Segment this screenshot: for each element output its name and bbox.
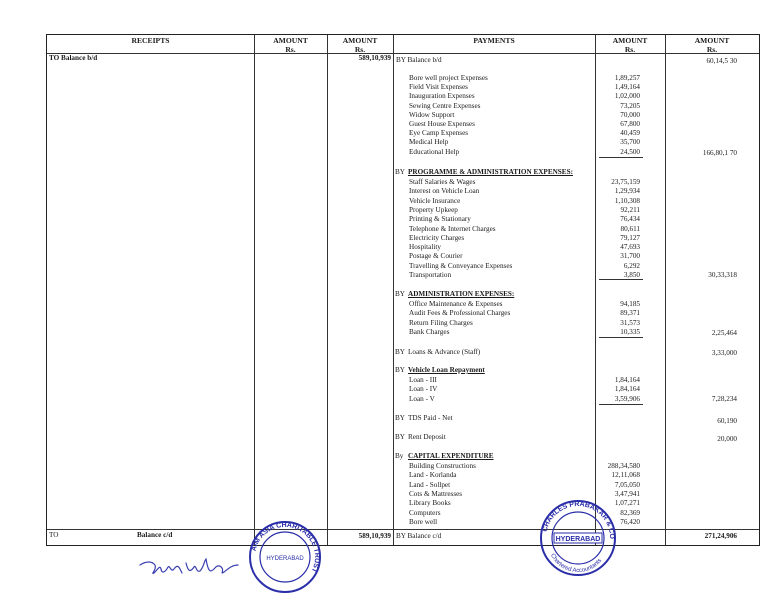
line-item-label: Audit Fees & Professional Charges — [409, 309, 511, 318]
line-item-amount: 3,850 — [623, 271, 640, 279]
line-item-amount: 70,000 — [620, 110, 640, 119]
payments-closing-total: 271,24,906 — [704, 532, 737, 540]
line-item-amount: 94,185 — [620, 300, 640, 308]
opening-balance-label: TO Balance b/d — [49, 54, 98, 62]
line-item-label: Loan - V — [409, 394, 435, 403]
line-item-amount: 76,420 — [620, 517, 640, 526]
line-item-amount: 3,47,941 — [614, 489, 640, 498]
line-item — [47, 234, 759, 243]
administration-expenses-total: 2,25,464 — [711, 329, 737, 337]
subtotal-rule — [599, 279, 643, 280]
line-item-label: Land - Sollpet — [409, 480, 451, 489]
amount-header-4: AMOUNT Rs. — [694, 36, 730, 54]
svg-text:Chartered Accountants: Chartered Accountants — [549, 552, 604, 575]
line-item-amount: 82,369 — [620, 508, 640, 517]
line-item-amount: 1,84,164 — [614, 385, 640, 394]
payments-header: PAYMENTS — [473, 36, 515, 45]
line-item — [47, 187, 759, 196]
line-item-amount: 40,459 — [620, 129, 640, 138]
line-item-amount: 23,75,159 — [611, 178, 640, 186]
svg-text:HYDERABAD: HYDERABAD — [266, 556, 304, 562]
tds-paid-total: 60,190 — [717, 417, 737, 425]
line-item-label: Medical Help — [409, 138, 449, 147]
opening-balance-amount: 589,10,939 — [358, 54, 391, 62]
line-item-amount: 1,49,164 — [614, 83, 640, 92]
line-item-label: Land - Korlanda — [409, 471, 457, 480]
line-item-label: Printing & Stationary — [409, 215, 471, 224]
line-item-amount: 31,573 — [620, 318, 640, 327]
line-item — [47, 328, 759, 337]
closing-to: TO — [49, 531, 59, 539]
line-item-label: Return Filing Charges — [409, 318, 473, 327]
line-item-amount: 1,07,271 — [614, 499, 640, 508]
line-item-label: Library Books — [409, 499, 451, 508]
payments-closing-label: BY Balance c/d — [396, 532, 442, 540]
line-item-label: Loan - IV — [409, 385, 438, 394]
line-item — [47, 243, 759, 252]
auditor-seal-stamp — [536, 496, 620, 580]
subtotal-rule — [599, 404, 643, 405]
svg-text:HYDERABAD: HYDERABAD — [555, 536, 601, 543]
line-item-label: Transportation — [409, 271, 452, 279]
line-item — [47, 206, 759, 215]
line-item — [47, 102, 759, 111]
rent-deposit-row: BY Rent Deposit — [395, 433, 446, 441]
loans-advance-total: 3,33,000 — [711, 349, 737, 357]
line-item-amount: 12,11,068 — [611, 471, 640, 480]
line-item — [47, 395, 759, 404]
line-item — [47, 215, 759, 224]
programme-section-heading: BY PROGRAMME & ADMINISTRATION EXPENSES: — [395, 168, 573, 176]
vehicle-loan-heading: BY Vehicle Loan Repayment — [395, 366, 485, 374]
line-item — [47, 74, 759, 83]
line-item — [47, 178, 759, 187]
line-item-amount: 7,05,050 — [614, 480, 640, 489]
footer-divider — [47, 529, 759, 530]
line-item-label: Computers — [409, 508, 441, 517]
subtotal-rule — [599, 337, 643, 338]
svg-text:AIM ASIA CHARITABLE TRUST: AIM ASIA CHARITABLE TRUST — [250, 521, 321, 574]
line-item — [47, 92, 759, 101]
line-item — [47, 252, 759, 261]
line-item — [47, 462, 759, 471]
line-item-label: Staff Salaries & Wages — [409, 178, 476, 186]
line-item-amount: 24,500 — [620, 147, 640, 156]
closing-balance-amount: 589,10,939 — [358, 532, 391, 540]
line-item-label: Interest on Vehicle Loan — [409, 187, 480, 196]
line-item-label: Travelling & Conveyance Expenses — [409, 261, 513, 270]
amount-header-3: AMOUNT Rs. — [612, 36, 648, 54]
payments-opening-label: BY Balance b/d — [396, 56, 442, 64]
loans-advance-row: BY Loans & Advance (Staff) — [395, 348, 481, 356]
line-item — [47, 129, 759, 138]
line-item-amount: 89,371 — [620, 309, 640, 318]
line-item-label: Office Maintenance & Expenses — [409, 300, 503, 308]
signature — [138, 547, 263, 587]
line-item-label: Field Visit Expenses — [409, 83, 468, 92]
line-item-label: Vehicle Insurance — [409, 196, 461, 205]
line-item — [47, 309, 759, 318]
programme-expenses-total: 30,33,318 — [708, 271, 737, 279]
svg-text:CHARLES PRABAKAR & CO: CHARLES PRABAKAR & CO — [541, 500, 616, 540]
line-item-amount: 288,34,580 — [607, 462, 640, 470]
closing-balance-label: Balance c/d — [137, 531, 173, 539]
line-item-label: Sewing Centre Expenses — [409, 101, 481, 110]
project-expenses-total: 166,80,1 70 — [702, 149, 737, 157]
line-item-label: Hospitality — [409, 243, 441, 252]
line-item-label: Cots & Mattresses — [409, 489, 463, 498]
line-item-amount: 92,211 — [620, 205, 640, 214]
line-item-label: Educational Help — [409, 147, 460, 156]
line-item-label: Bore well — [409, 517, 438, 526]
line-item — [47, 471, 759, 480]
line-item-label: Eye Camp Expenses — [409, 129, 469, 138]
line-item — [47, 138, 759, 147]
line-item — [47, 319, 759, 328]
line-item-amount: 80,611 — [620, 224, 640, 233]
administration-section-heading: BY ADMINISTRATION EXPENSES: — [395, 290, 515, 298]
line-item-amount: 76,434 — [620, 215, 640, 224]
line-item-label: Loan - III — [409, 376, 437, 384]
tds-paid-row: BY TDS Paid - Net — [395, 414, 453, 422]
line-item-amount: 73,205 — [620, 101, 640, 110]
line-item-amount: 1,29,934 — [614, 187, 640, 196]
line-item — [47, 271, 759, 280]
line-item — [47, 499, 759, 508]
line-item-amount: 6,292 — [623, 261, 640, 270]
line-item-label: Bore well project Expenses — [409, 74, 488, 82]
line-item-amount: 1,84,164 — [614, 376, 640, 384]
line-item-amount: 67,800 — [620, 120, 640, 128]
line-item-amount: 1,02,000 — [614, 92, 640, 101]
line-item — [47, 148, 759, 157]
line-item — [47, 509, 759, 518]
line-item — [47, 120, 759, 129]
line-item — [47, 300, 759, 309]
amount-header-2: AMOUNT Rs. — [342, 36, 378, 54]
line-item — [47, 197, 759, 206]
line-item — [47, 385, 759, 394]
trust-seal-stamp — [246, 518, 324, 596]
line-item-amount: 1,10,308 — [614, 196, 640, 205]
line-item-label: Building Constructions — [409, 462, 476, 470]
rent-deposit-total: 20,000 — [717, 435, 737, 443]
line-item-label: Widow Support — [409, 110, 455, 119]
subtotal-rule — [599, 157, 643, 158]
line-item — [47, 481, 759, 490]
line-item-label: Telephone & Internet Charges — [409, 224, 496, 233]
line-item — [47, 518, 759, 527]
line-item-amount: 10,335 — [620, 327, 640, 336]
line-item-amount: 1,89,257 — [614, 74, 640, 82]
line-item-amount: 31,700 — [620, 252, 640, 261]
line-item-amount: 3,59,906 — [614, 394, 640, 403]
receipts-header: RECEIPTS — [131, 36, 170, 45]
line-item — [47, 490, 759, 499]
line-item-amount: 47,693 — [620, 243, 640, 252]
line-item — [47, 111, 759, 120]
amount-header-1: AMOUNT Rs. — [273, 36, 308, 54]
capital-expenditure-heading: By CAPITAL EXPENDITURE — [395, 452, 494, 460]
line-item-label: Bank Charges — [409, 327, 450, 336]
line-item-label: Postage & Courier — [409, 252, 463, 261]
line-item — [47, 83, 759, 92]
line-item-label: Electricity Charges — [409, 233, 465, 242]
line-item — [47, 376, 759, 385]
vehicle-loan-total: 7,28,234 — [711, 395, 737, 403]
line-item-label: Property Upkeep — [409, 205, 458, 214]
receipts-payments-table — [46, 34, 760, 546]
line-item-amount: 35,700 — [620, 138, 640, 147]
payments-opening-total: 60,14,5 30 — [706, 57, 737, 65]
line-item-amount: 79,127 — [620, 233, 640, 242]
line-item — [47, 262, 759, 271]
line-item-label: Guest House Expenses — [409, 120, 475, 128]
line-item — [47, 225, 759, 234]
line-item-label: Inauguration Expenses — [409, 92, 475, 101]
